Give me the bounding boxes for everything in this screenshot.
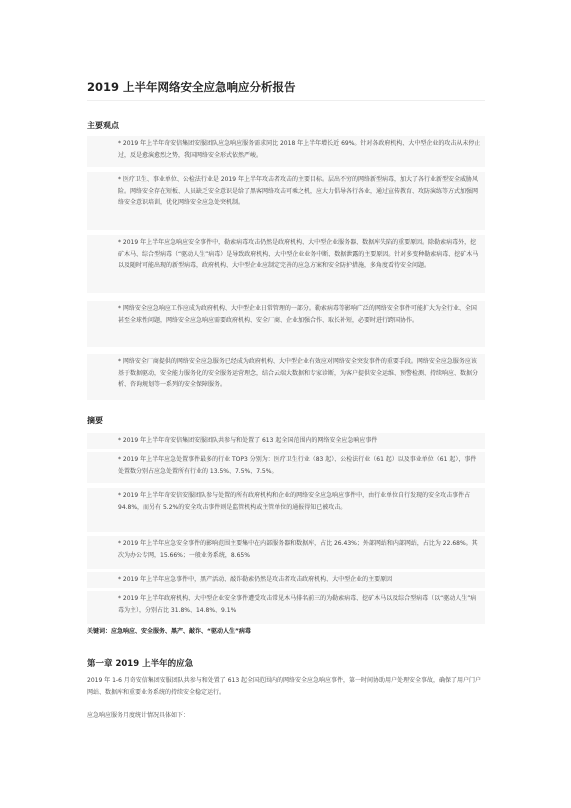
keywords-line: 关键词：应急响应、安全服务、黑产、敲诈、“驱动人生”病毒 — [87, 628, 251, 635]
main-point-3: * 2019 年上半年应急响应安全事件中，勒索病毒攻击仍然是政府机构、大中型企业服务器、数据库失陷的重要原因。除勒索病毒外，挖矿木马、综合型病毒（“驱动人生”病毒）是导致政府机构、大中型企业业务中断、数据泄露的主要原因。针对多变种勒索病毒、挖矿木马以及随时可能出现的新型病毒，政府机构、大中型企业应制定完善的应急方案和安全防护措施，多角度看待安全问题。 — [87, 235, 485, 293]
main-point-2: * 医疗卫生、事业单位、公检法行业是 2019 年上半年攻击者攻击的主要目标。层出不穷的网络新型病毒，加大了各行业新型安全威胁风险。网络安全存在短板、人员缺乏安全意识是给了黑客网络攻击可乘之机，应大力倡导各行各业，通过宣传教育、攻防演练等方式加强网络安全意识培训，优化网络安全应急处突机制。 — [87, 172, 485, 230]
chapter-1-heading: 第一章 2019 上半年的应急 — [87, 659, 194, 669]
report-title: 2019 上半年网络安全应急响应分析报告 — [87, 80, 296, 94]
section-heading-main-points: 主要观点 — [87, 121, 119, 130]
summary-item-6: * 2019 年上半年政府机构、大中型企业安全事件遭受攻击常见木马排名前三的为勒索病毒、挖矿木马以及综合型病毒（以“驱动人生”病毒为主），分别占比 31.8%、14.8%、9.1% — [87, 591, 485, 624]
main-point-5: * 网络安全厂商提供的网络安全应急服务已经成为政府机构、大中型企业有效应对网络安全突发事件的重要手段。网络安全应急服务应该基于数据驱动，安全能力服务化的安全服务运营理念，结合云端大数据和专家诊断，为客户提供安全运维、预警检测、持续响应、数据分析、咨询规划等一系列的安全保障服务。 — [87, 354, 485, 400]
summary-item-3: * 2019 年上半年奇安信安服团队参与处置的所有政府机构和企业的网络安全应急响应事件中，由行业单位自行发现的安全攻击事件占 94.8%，而另有 5.2%的安全攻击事件则是监管机构或主管单位的通报得知已被攻击。 — [87, 488, 485, 532]
chapter-1-paragraph: 2019 年 1-6 月奇安信集团安服团队共参与和处置了 613 起全国范围内的网络安全应急响应事件，第一时间协助用户处理安全事故，确保了用户门户网站、数据库和重要业务系统的持续安全稳定运行。 — [87, 677, 482, 696]
summary-item-1: * 2019 年上半年奇安信集团安服团队共参与和处置了 613 起全国范围内的网络安全应急响应事件 — [87, 433, 485, 449]
main-point-1: * 2019 年上半年奇安信集团安服团队应急响应服务需求同比 2018 年上半年增长近 69%。针对各政府机构、大中型企业的攻击从未停止过，反是愈演愈烈之势，我国网络安全形式依然严峻。 — [87, 136, 485, 167]
summary-item-4: * 2019 年上半年应急安全事件的影响范围主要集中在内部服务器和数据库，占比 26.43%；外部网站和内部网站，占比为 22.68%。其次为办公专网，15.66%；一般业务系统，8.65% — [87, 536, 485, 569]
summary-item-2: * 2019 年上半年应急处置事件最多的行业 TOP3 分别为：医疗卫生行业（83 起）、公检法行业（61 起）以及事业单位（61 起），事件处置数分别占应急处置所有行业的 13.5%、7.5%、7.5%。 — [87, 452, 485, 483]
section-heading-summary: 摘要 — [87, 416, 103, 425]
summary-item-5: * 2019 年上半年应急事件中，黑产活动、敲诈勒索仍然是攻击者攻击政府机构、大中型企业的主要原因 — [87, 572, 485, 588]
title-divider — [87, 100, 485, 101]
chapter-1-paragraph-2: 应急响应服务月度统计情况具体如下： — [87, 712, 190, 719]
main-point-4: * 网络安全应急响应工作应成为政府机构、大中型企业日常管理的一部分。勒索病毒等影响广泛的网络安全事件可能扩大为全行业、全国甚至全球性问题，网络安全应急响应需要政府机构、安全厂商、企业加强合作、取长补短，必要时进行跨国协作。 — [87, 301, 485, 347]
